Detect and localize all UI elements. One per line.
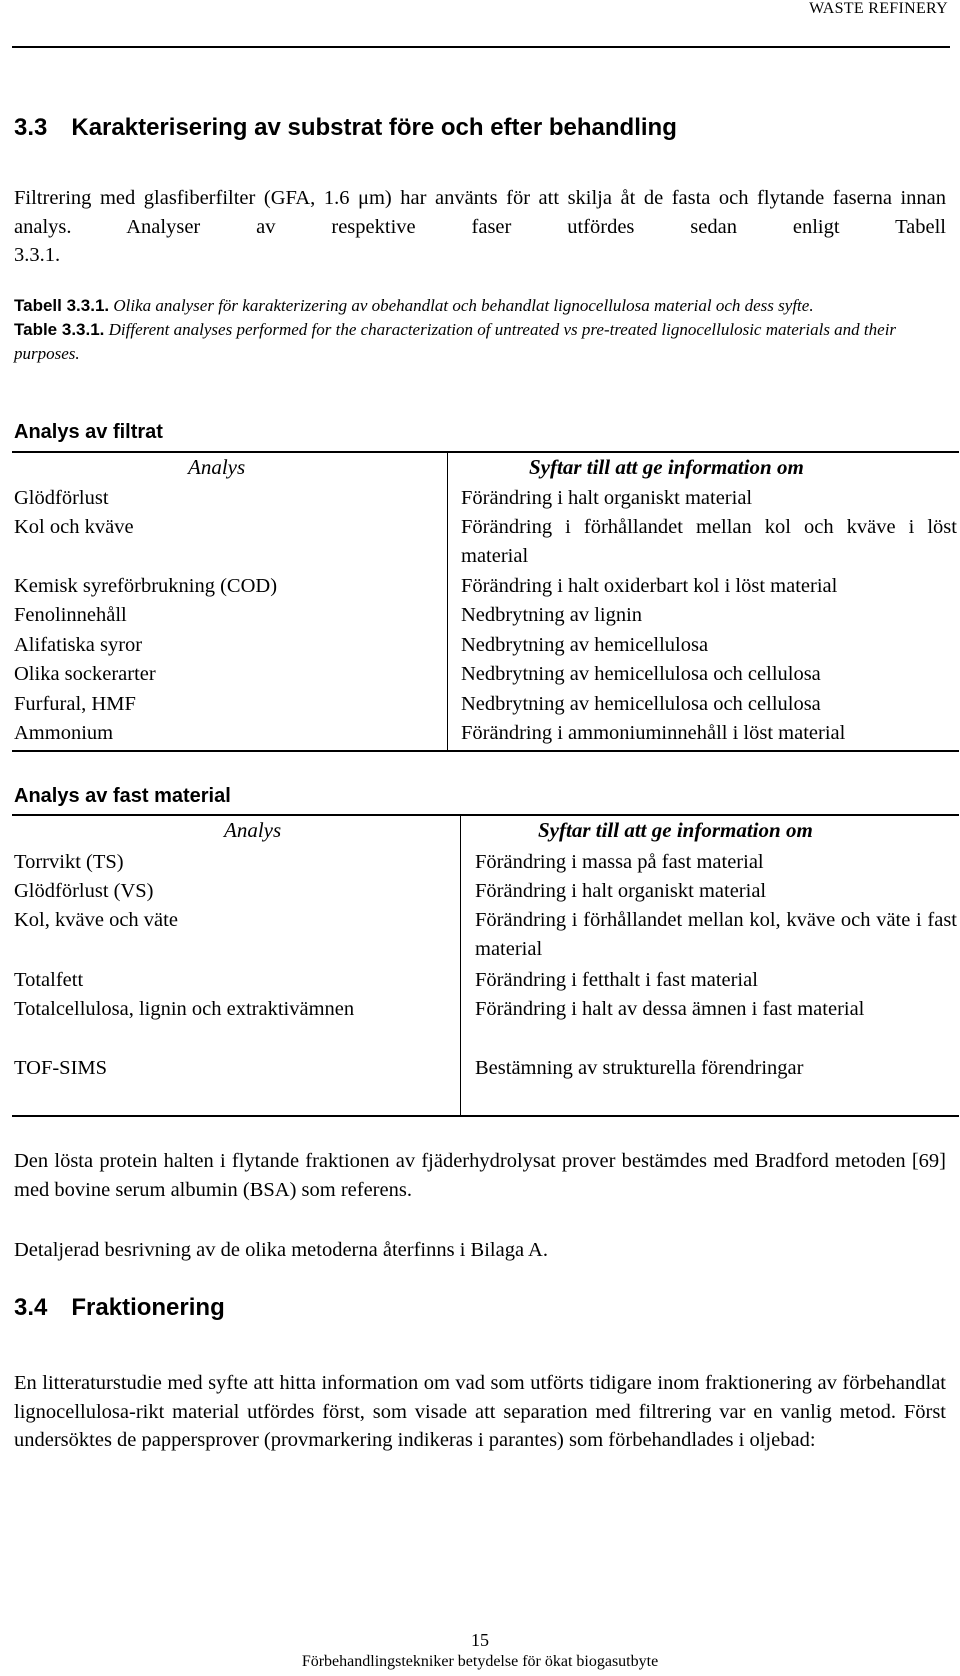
table-top-rule: [12, 451, 959, 453]
table-cell-analysis: Ammonium: [14, 722, 114, 744]
table-cell-purpose: Förändring i halt organiskt material: [475, 880, 767, 902]
column-header-purpose: Syftar till att ge information om: [538, 818, 813, 842]
caption-swedish: [14, 294, 946, 318]
column-header-purpose: Syftar till att ge information om: [529, 455, 804, 479]
intro-paragraph: [14, 184, 946, 270]
column-header-analysis: Analys: [188, 455, 246, 479]
table-cell-analysis: Torrvikt (TS): [14, 851, 124, 873]
table-fast-title: Analys av fast material: [14, 785, 231, 807]
table-cell-analysis: Glödförlust: [14, 487, 109, 509]
table-bottom-rule: [12, 1115, 959, 1117]
table-cell-analysis: Kol, kväve och väte: [14, 909, 178, 931]
table-cell-purpose: Förändring i fetthalt i fast material: [475, 969, 758, 991]
section-heading-3-4: [14, 1294, 225, 1322]
table-cell-purpose: Nedbrytning av hemicellulosa: [461, 634, 709, 656]
intro-line-1: Filtrering med glasfiberfilter (GFA, 1.6 μm) har använts för att skilja åt de fasta och flytande faserna innan analys. Analyser av respektive faser utfördes sedan enligt Tabell: [14, 187, 946, 238]
column-divider: [447, 453, 448, 751]
table-cell-purpose: Nedbrytning av hemicellulosa och cellulosa: [461, 663, 821, 685]
column-header-analysis: Analys: [224, 818, 282, 842]
caption-sv-text: Olika analyser för karakterizering av obehandlat och behandlat lignocellulosa material och dess syfte.: [113, 296, 814, 315]
table-top-rule: [12, 814, 959, 816]
column-divider: [460, 816, 461, 1116]
running-title: WASTE REFINERY: [809, 0, 948, 17]
table-cell-purpose: Förändring i ammoniuminnehåll i löst material: [461, 722, 846, 744]
caption-en-text: Different analyses performed for the characterization of untreated vs pre-treated lignocellulosic materials and their purposes.: [14, 320, 897, 363]
header-rule: [12, 46, 950, 48]
table-cell-analysis: TOF-SIMS: [14, 1057, 108, 1079]
table-cell-analysis: Fenolinnehåll: [14, 604, 127, 626]
table-cell-analysis: Kemisk syreförbrukning (COD): [14, 575, 278, 597]
footer-report-title: Förbehandlingstekniker betydelse för ökat biogasutbyte: [301, 1653, 659, 1670]
table-cell-analysis: Kol och kväve: [14, 516, 134, 538]
section-number: 3.3: [14, 114, 48, 141]
bilaga-paragraph: Detaljerad besrivning av de olika metoderna återfinns i Bilaga A.: [14, 1239, 548, 1261]
intro-line-2: 3.3.1.: [14, 244, 61, 266]
table-filtrat: [12, 451, 959, 753]
table-cell-analysis: Alifatiska syror: [14, 634, 143, 656]
table-filtrat-title: Analys av filtrat: [14, 421, 163, 443]
table-bottom-rule: [12, 750, 959, 752]
table-fast: [12, 814, 959, 1118]
table-caption: [14, 294, 946, 366]
table-cell-analysis: Furfural, HMF: [14, 693, 136, 715]
table-cell-purpose: Förändring i halt oxiderbart kol i löst material: [461, 575, 838, 597]
table-cell-purpose: Förändring i halt av dessa ämnen i fast material: [475, 998, 865, 1020]
table-cell-analysis: Glödförlust (VS): [14, 880, 154, 902]
table-cell-analysis: Totalfett: [14, 969, 84, 991]
table-cell-purpose: Förändring i massa på fast material: [475, 851, 764, 873]
section-title: Fraktionering: [71, 1294, 225, 1321]
caption-sv-label: Tabell 3.3.1.: [14, 296, 110, 315]
protein-paragraph: Den lösta protein halten i flytande fraktionen av fjäderhydrolysat prover bestämdes med Bradford metoden [69] med bovine serum albumin (BSA) som referens.: [14, 1150, 946, 1201]
section-number: 3.4: [14, 1294, 48, 1321]
section-heading-3-3: [14, 114, 677, 142]
table-cell-purpose: Nedbrytning av hemicellulosa och cellulosa: [461, 693, 821, 715]
table-cell-purpose: Förändring i halt organiskt material: [461, 487, 753, 509]
table-cell-purpose: Förändring i förhållandet mellan kol och kväve i löst material: [461, 516, 957, 567]
caption-en-label: Table 3.3.1.: [14, 320, 105, 339]
section-title: Karakterisering av substrat före och efter behandling: [71, 114, 677, 141]
table-cell-purpose: Bestämning av strukturella förendringar: [475, 1057, 804, 1079]
fraktionering-paragraph: En litteraturstudie med syfte att hitta information om vad som utförts tidigare inom fraktionering av förbehandlat lignocellulosa-rikt material utfördes först, som visade att separation med filtrering var en vanlig metod. Först undersöktes de pappersprover (provmarkering indikeras i parantes) som förbehandlades i oljebad:: [14, 1372, 946, 1451]
table-cell-purpose: Nedbrytning av lignin: [461, 604, 643, 626]
page-number: 15: [471, 1630, 489, 1650]
table-cell-analysis: Totalcellulosa, lignin och extraktivämnen: [14, 998, 355, 1020]
table-cell-purpose: Förändring i förhållandet mellan kol, kväve och väte i fast material: [475, 909, 957, 960]
caption-english: [14, 318, 946, 366]
table-cell-analysis: Olika sockerarter: [14, 663, 156, 685]
